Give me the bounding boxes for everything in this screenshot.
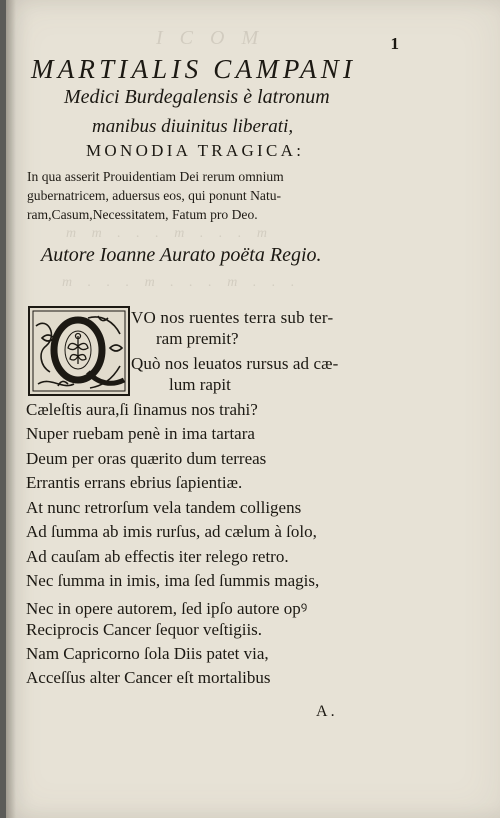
poem-line: lum rapit	[169, 375, 231, 394]
poem-line: Reciprocis Cancer ſequor veſtigiis.	[26, 620, 263, 639]
bleed-through-mark: m m . . . m . . . m	[66, 226, 273, 241]
bleed-through-mark: I C O M	[156, 27, 265, 49]
title-description	[27, 167, 409, 224]
poem-line: Deum per oras quærito dum terreas	[26, 449, 267, 468]
poem-line: Nec ſumma in imis, ima ſed ſummis magis,	[26, 571, 320, 590]
poem-line: At nunc retrorſum vela tandem colligens	[26, 498, 302, 517]
poem-line: Cæleſtis aura,ſi ſinamus nos trahi?	[26, 400, 258, 419]
poem-line: VO nos ruentes terra sub ter-	[131, 308, 334, 327]
page-number: 1	[390, 34, 399, 53]
description-line: ram,Casum,Necessitatem, Fatum pro Deo.	[27, 207, 258, 222]
poem-line: Ad cauſam ab effectis iter relego retro.	[26, 547, 289, 566]
page-edge-shadow	[6, 0, 16, 818]
description-line: In qua asserit Prouidentiam Dei rerum omnium	[27, 169, 284, 184]
poem-line: Acceſſus alter Cancer eſt mortalibus	[26, 668, 271, 687]
poem-line: Nam Capricorno ſola Diis patet via,	[26, 644, 269, 663]
poem-line: Quò nos leuatos rursus ad cæ-	[131, 354, 339, 373]
poem-line: Nuper ruebam penè in ima tartara	[26, 424, 255, 443]
book-page	[6, 0, 500, 818]
description-line: gubernatricem, aduersus eos, qui ponunt Natu-	[27, 188, 282, 203]
poem-line: Nec in opere autorem, ſed ipſo autore opꝰ	[26, 599, 308, 618]
signature-mark: A .	[316, 703, 335, 720]
title-subtitle-line-2: manibus diuinitus liberati,	[92, 116, 294, 137]
author-line: Autore Ioanne Aurato poëta Regio.	[41, 244, 322, 266]
poem-line: ram premit?	[156, 329, 239, 348]
title-author-name: MARTIALIS CAMPANI	[31, 54, 357, 84]
poem-line: Ad ſumma ab imis rurſus, ad cælum à ſolo,	[26, 522, 317, 541]
title-monodia: MONODIA TRAGICA:	[86, 141, 305, 160]
title-subtitle-line-1: Medici Burdegalensis è latronum	[64, 86, 330, 108]
ornamental-drop-cap-icon	[28, 306, 130, 396]
poem-line: Errantis errans ebrius ſapientiæ.	[26, 473, 243, 492]
bleed-through-mark: m . . . m . . . m . . .	[62, 275, 301, 290]
